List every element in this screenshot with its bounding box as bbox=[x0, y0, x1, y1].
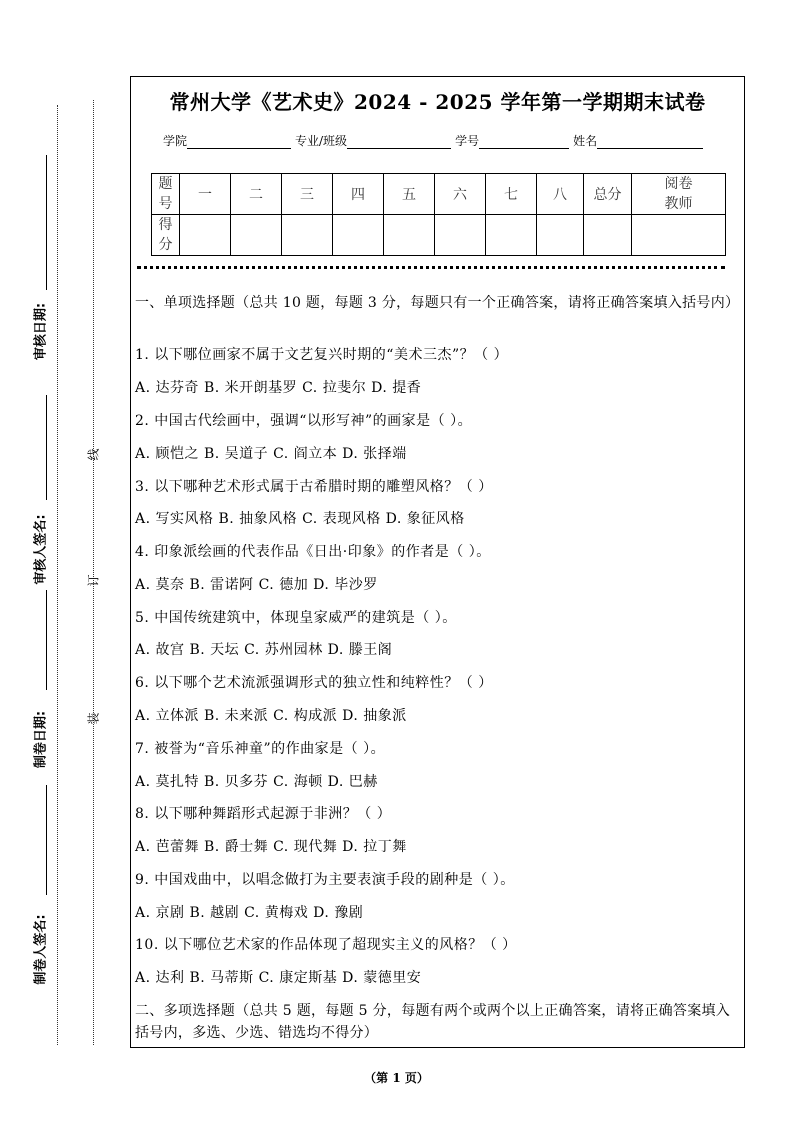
make-date-label: 制卷日期: bbox=[33, 710, 49, 769]
question-7: 7. 被誉为“音乐神童”的作曲家是（ ）。 bbox=[135, 741, 386, 757]
field-label-student-id: 学号 bbox=[455, 134, 480, 148]
score-cell[interactable] bbox=[537, 215, 584, 256]
options-2: A. 顾恺之 B. 吴道子 C. 阎立本 D. 张择端 bbox=[135, 446, 407, 462]
options-9: A. 京剧 B. 越剧 C. 黄梅戏 D. 豫剧 bbox=[135, 905, 364, 921]
col-grader: 阅卷教师 bbox=[632, 174, 726, 215]
signature-line-maker bbox=[46, 785, 47, 895]
section-separator bbox=[137, 266, 725, 269]
question-4: 4. 印象派绘画的代表作品《日出·印象》的作者是（ ）。 bbox=[135, 544, 491, 560]
score-table bbox=[151, 173, 726, 256]
score-cell-total[interactable] bbox=[584, 215, 632, 256]
score-table-header-row bbox=[152, 174, 726, 215]
question-2: 2. 中国古代绘画中，强调“以形写神”的画家是（ ）。 bbox=[135, 413, 473, 429]
score-cell[interactable] bbox=[282, 215, 333, 256]
section2-heading: 二、多项选择题（总共 5 题，每题 5 分，每题有两个或两个以上正确答案，请将正确答案填入括号内，多选、少选、错选均不得分） bbox=[135, 1003, 731, 1041]
row-label-score: 得分 bbox=[152, 215, 180, 256]
score-cell[interactable] bbox=[384, 215, 435, 256]
col-4: 四 bbox=[333, 174, 384, 215]
col-total: 总分 bbox=[584, 174, 632, 215]
name-blank[interactable] bbox=[597, 134, 703, 149]
options-7: A. 莫扎特 B. 贝多芬 C. 海顿 D. 巴赫 bbox=[135, 774, 378, 790]
options-8: A. 芭蕾舞 B. 爵士舞 C. 现代舞 D. 拉丁舞 bbox=[135, 839, 407, 855]
score-cell[interactable] bbox=[333, 215, 384, 256]
options-5: A. 故宫 B. 天坛 C. 苏州园林 D. 滕王阁 bbox=[135, 642, 393, 658]
col-3: 三 bbox=[282, 174, 333, 215]
signature-line-review-date bbox=[46, 155, 47, 290]
signature-line-make-date bbox=[46, 590, 47, 690]
question-9: 9. 中国戏曲中，以唱念做打为主要表演手段的剧种是（ ）。 bbox=[135, 872, 515, 888]
question-8: 8. 以下哪种舞蹈形式起源于非洲？（ ） bbox=[135, 806, 392, 822]
row-label-question-no: 题号 bbox=[152, 174, 180, 215]
page-title: 常州大学《艺术史》2024 - 2025 学年第一学期期末试卷 bbox=[169, 90, 706, 114]
col-8: 八 bbox=[537, 174, 584, 215]
score-cell[interactable] bbox=[486, 215, 537, 256]
options-3: A. 写实风格 B. 抽象风格 C. 表现风格 D. 象征风格 bbox=[135, 511, 465, 527]
question-6: 6. 以下哪个艺术流派强调形式的独立性和纯粹性？（ ） bbox=[135, 675, 493, 691]
field-label-name: 姓名 bbox=[573, 134, 598, 148]
binding-dotted-line-outer bbox=[57, 105, 58, 1045]
score-cell[interactable] bbox=[231, 215, 282, 256]
options-10: A. 达利 B. 马蒂斯 C. 康定斯基 D. 蒙德里安 bbox=[135, 970, 422, 986]
student-info-row bbox=[163, 132, 707, 149]
question-3: 3. 以下哪种艺术形式属于古希腊时期的雕塑风格？（ ） bbox=[135, 479, 493, 495]
score-cell[interactable] bbox=[180, 215, 231, 256]
options-6: A. 立体派 B. 未来派 C. 构成派 D. 抽象派 bbox=[135, 708, 407, 724]
score-table-score-row bbox=[152, 215, 726, 256]
col-2: 二 bbox=[231, 174, 282, 215]
binding-mark-bind: 订 bbox=[86, 574, 101, 587]
question-5: 5. 中国传统建筑中，体现皇家威严的建筑是（ ）。 bbox=[135, 610, 457, 626]
options-4: A. 莫奈 B. 雷诺阿 C. 德加 D. 毕沙罗 bbox=[135, 577, 378, 593]
col-7: 七 bbox=[486, 174, 537, 215]
maker-signature-label: 制卷人签名: bbox=[33, 914, 49, 985]
major-class-blank[interactable] bbox=[347, 134, 451, 149]
binding-mark-line: 线 bbox=[86, 448, 101, 461]
field-label-major-class: 专业/班级 bbox=[295, 134, 348, 148]
field-label-college: 学院 bbox=[163, 134, 188, 148]
score-cell-grader[interactable] bbox=[632, 215, 726, 256]
col-5: 五 bbox=[384, 174, 435, 215]
question-1: 1. 以下哪位画家不属于文艺复兴时期的“美术三杰”？（ ） bbox=[135, 347, 509, 363]
college-blank[interactable] bbox=[187, 134, 291, 149]
col-6: 六 bbox=[435, 174, 486, 215]
score-cell[interactable] bbox=[435, 215, 486, 256]
review-date-label: 审核日期: bbox=[33, 302, 49, 361]
section1-heading: 一、单项选择题（总共 10 题，每题 3 分，每题只有一个正确答案，请将正确答案填入括号内） bbox=[135, 295, 740, 311]
student-id-blank[interactable] bbox=[479, 134, 569, 149]
binding-dotted-line-inner bbox=[93, 100, 94, 1045]
reviewer-signature-label: 审核人签名: bbox=[33, 514, 49, 585]
col-1: 一 bbox=[180, 174, 231, 215]
binding-mark-mount: 装 bbox=[86, 712, 101, 725]
question-10: 10. 以下哪位艺术家的作品体现了超现实主义的风格？（ ） bbox=[135, 937, 517, 953]
options-1: A. 达芬奇 B. 米开朗基罗 C. 拉斐尔 D. 提香 bbox=[135, 380, 422, 396]
signature-line-reviewer bbox=[46, 395, 47, 500]
page-number: （第 1 页） bbox=[364, 1071, 429, 1085]
